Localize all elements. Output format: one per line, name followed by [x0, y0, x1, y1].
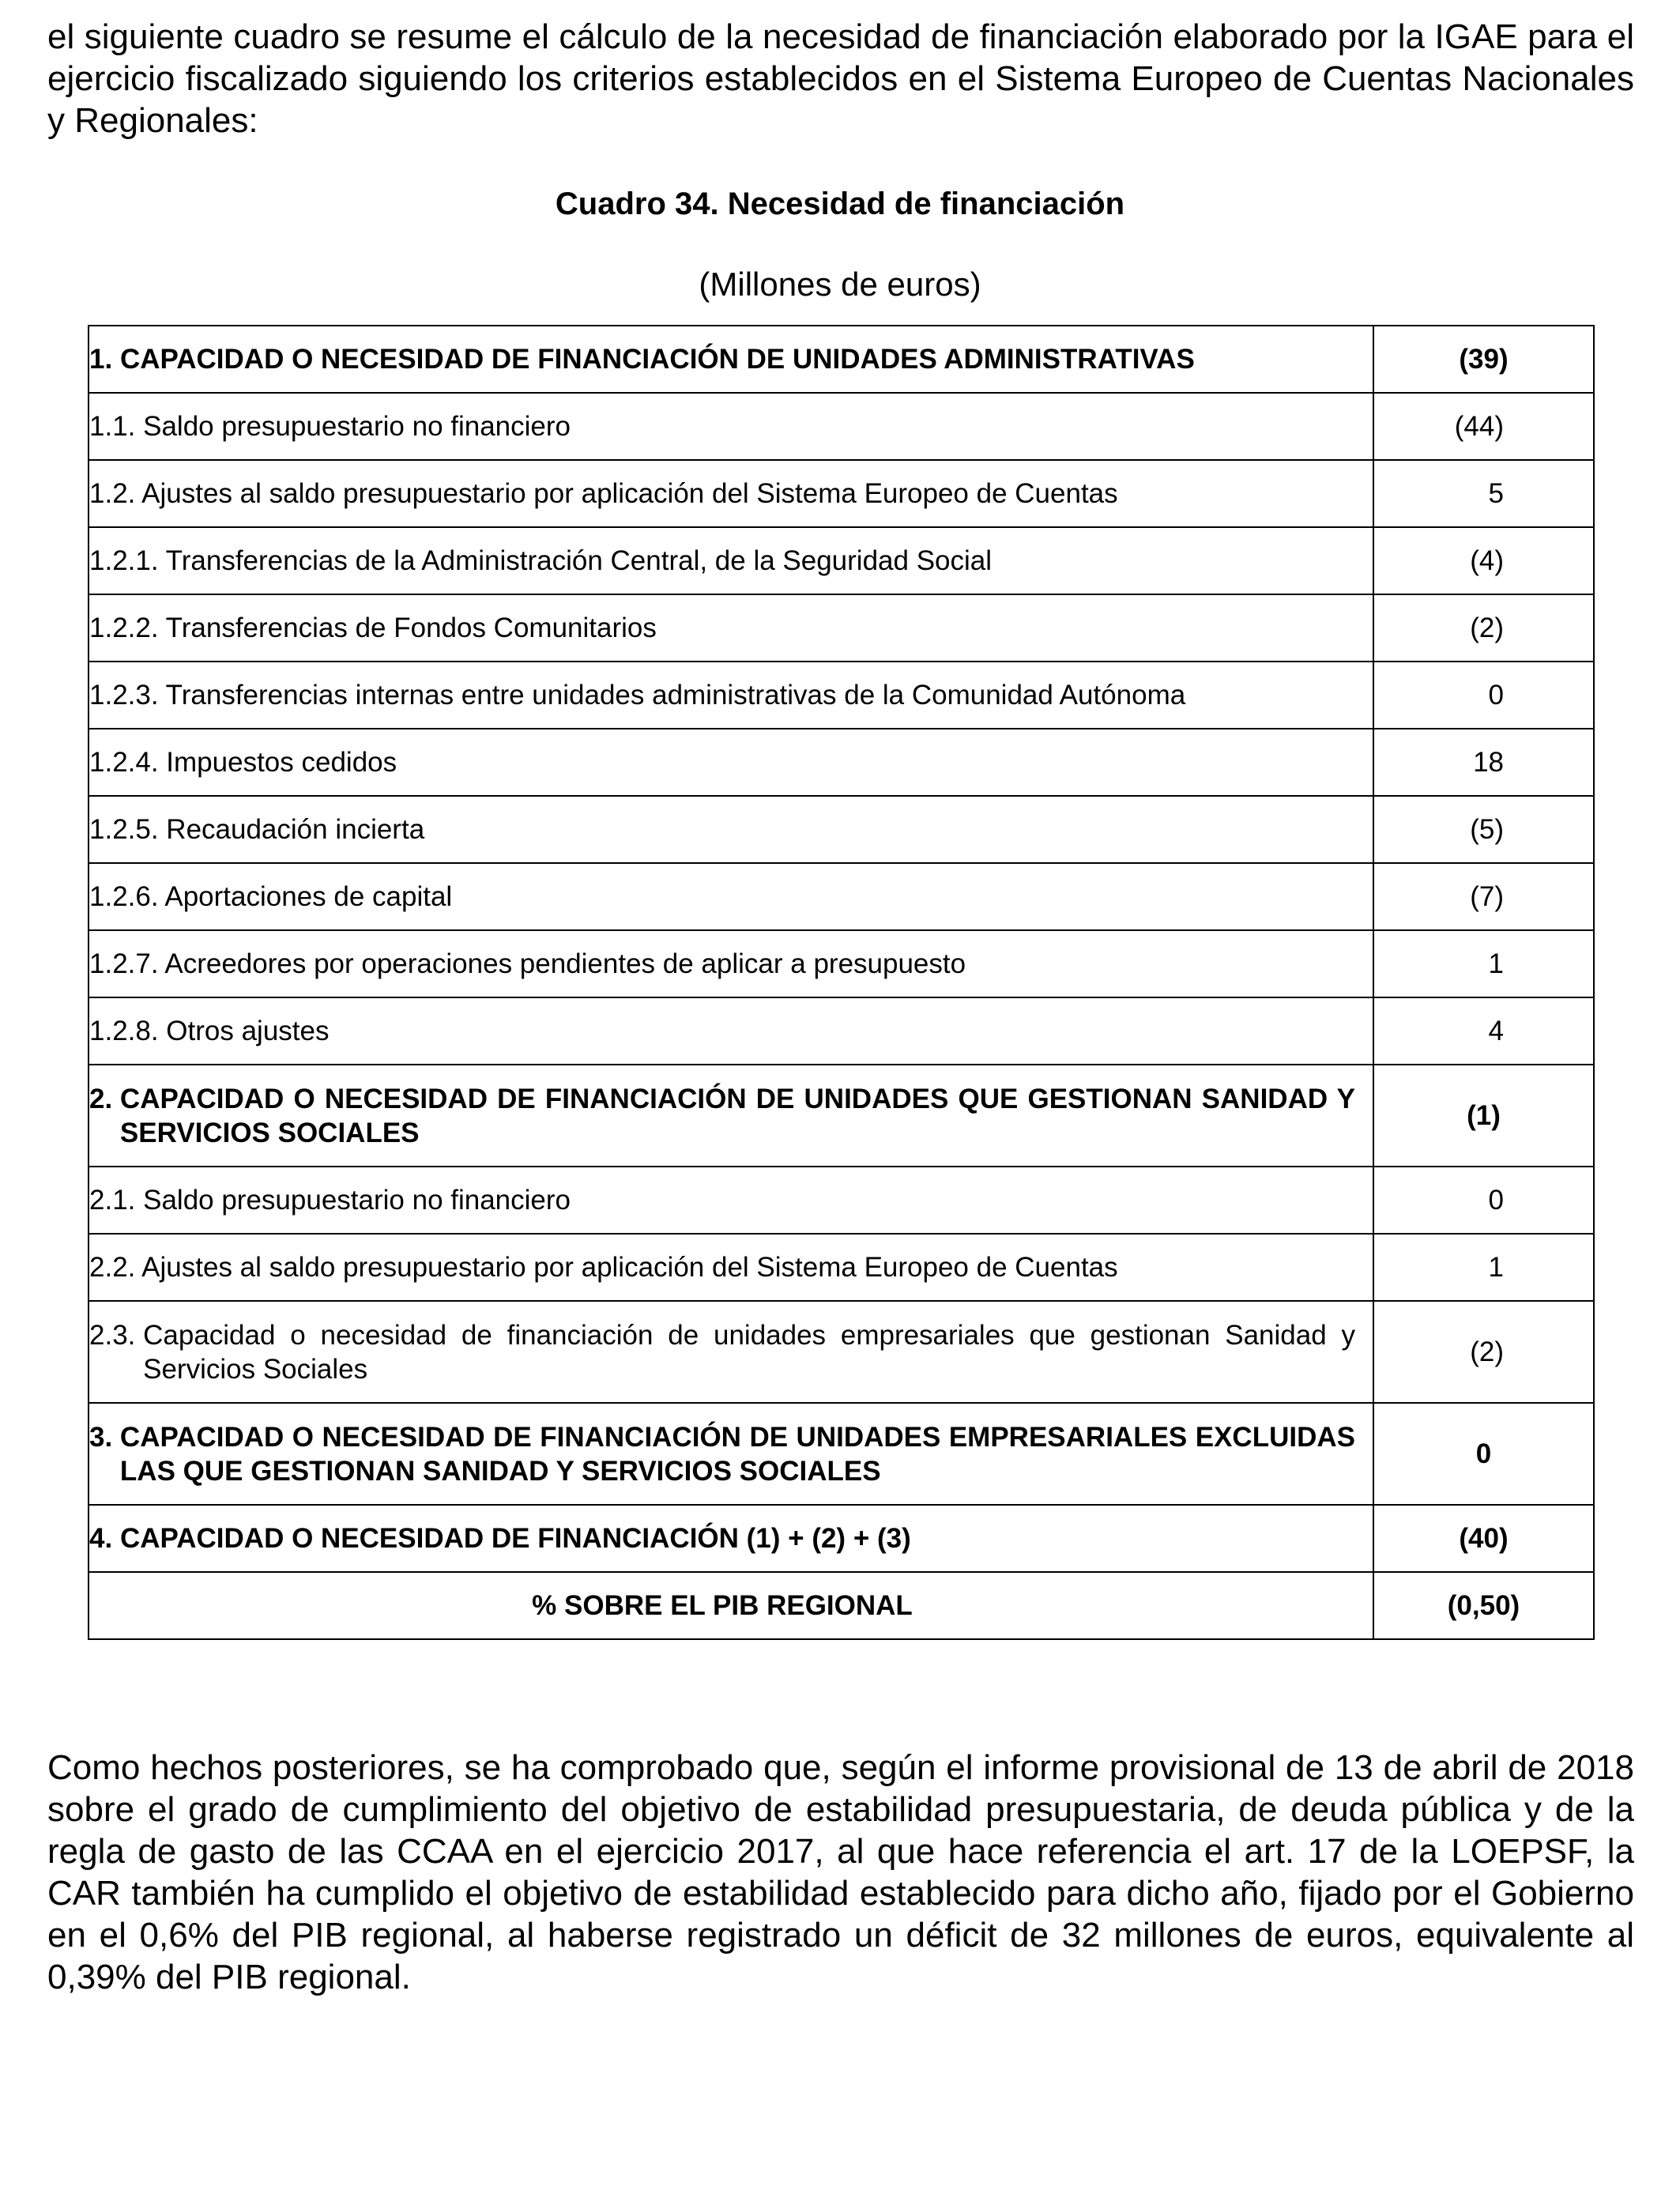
row-label: 1.2.3. Transferencias internas entre unidades administrativas de la Comunidad Autónoma	[89, 662, 1373, 729]
row-value: (40)	[1373, 1505, 1594, 1572]
row-label: 2.1. Saldo presupuestario no financiero	[89, 1167, 1373, 1234]
table-row	[89, 796, 1594, 863]
row-value: 1	[1373, 930, 1594, 997]
row-number: 4.	[89, 1522, 113, 1554]
financing-table	[88, 325, 1595, 1640]
table-row	[89, 1403, 1594, 1505]
row-value: 1	[1373, 1234, 1594, 1301]
row-value: (1)	[1373, 1065, 1594, 1167]
table-row	[89, 393, 1594, 460]
table-row	[89, 729, 1594, 796]
table-units: (Millones de euros)	[699, 266, 981, 303]
row-text: CAPACIDAD O NECESIDAD DE FINANCIACIÓN (1) + (2) + (3)	[119, 1522, 911, 1554]
row-label: 1.2.2. Transferencias de Fondos Comunitarios	[89, 594, 1373, 662]
row-text: Capacidad o necesidad de financiación de unidades empresariales que gestionan Sanidad y Servicios Sociales	[143, 1319, 1355, 1385]
row-label	[89, 1301, 1373, 1403]
table-row	[89, 594, 1594, 662]
table-row	[89, 1234, 1594, 1301]
row-text: CAPACIDAD O NECESIDAD DE FINANCIACIÓN DE UNIDADES QUE GESTIONAN SANIDAD Y SERVICIOS SOCIALES	[119, 1083, 1355, 1148]
table-row	[89, 1301, 1594, 1403]
row-label: 1.1. Saldo presupuestario no financiero	[89, 393, 1373, 460]
row-value: 5	[1373, 460, 1594, 527]
table-row	[89, 1065, 1594, 1167]
row-number: 2.3.	[89, 1319, 144, 1351]
row-number: 1.	[89, 343, 113, 375]
row-label: 1.2.8. Otros ajustes	[89, 997, 1373, 1065]
row-label	[89, 1065, 1373, 1167]
row-label	[89, 1505, 1373, 1572]
table-row	[89, 930, 1594, 997]
row-value: (7)	[1373, 863, 1594, 930]
row-value: (0,50)	[1373, 1572, 1594, 1639]
after-paragraph: Como hechos posteriores, se ha comprobado que, según el informe provisional de 13 de abril de 2018 sobre el grado de cumplimiento del objetivo de estabilidad presupuestaria, de deuda pública y de la regla de gasto de las CCAA en el ejercicio 2017, al que hace referencia el art. 17 de la LOEPSF, la CAR también ha cumplido el objetivo de estabilidad establecido para dicho año, fijado por el Gobierno en el 0,6% del PIB regional, al haberse registrado un déficit de 32 millones de euros, equivalente al 0,39% del PIB regional.	[47, 1748, 1634, 1996]
table-row	[89, 997, 1594, 1065]
row-value: 0	[1373, 1167, 1594, 1234]
row-label: 1.2.5. Recaudación incierta	[89, 796, 1373, 863]
row-label: % SOBRE EL PIB REGIONAL	[89, 1572, 1373, 1639]
row-value: (4)	[1373, 527, 1594, 594]
row-label: 1.2.7. Acreedores por operaciones pendientes de aplicar a presupuesto	[89, 930, 1373, 997]
row-label: 1.2. Ajustes al saldo presupuestario por aplicación del Sistema Europeo de Cuentas	[89, 460, 1373, 527]
intro-paragraph: el siguiente cuadro se resume el cálculo de la necesidad de financiación elaborado por la IGAE para el ejercicio fiscalizado siguiendo los criterios establecidos en el Sistema Europeo de Cuentas Nacionales y Regionales:	[47, 17, 1634, 140]
row-label: 2.2. Ajustes al saldo presupuestario por aplicación del Sistema Europeo de Cuentas	[89, 1234, 1373, 1301]
row-value: 0	[1373, 662, 1594, 729]
row-label	[89, 326, 1373, 393]
row-number: 2.	[89, 1083, 120, 1114]
table-row	[89, 863, 1594, 930]
row-text: CAPACIDAD O NECESIDAD DE FINANCIACIÓN DE UNIDADES ADMINISTRATIVAS	[119, 343, 1195, 375]
row-label	[89, 1403, 1373, 1505]
row-value: (44)	[1373, 393, 1594, 460]
table-row	[89, 1505, 1594, 1572]
row-label: 1.2.4. Impuestos cedidos	[89, 729, 1373, 796]
row-value: (39)	[1373, 326, 1594, 393]
table-row	[89, 662, 1594, 729]
row-number: 3.	[89, 1421, 120, 1453]
table-row	[89, 1572, 1594, 1639]
row-label: 1.2.6. Aportaciones de capital	[89, 863, 1373, 930]
row-value: (2)	[1373, 1301, 1594, 1403]
table-title: Cuadro 34. Necesidad de financiación	[555, 187, 1125, 221]
table-row	[89, 1167, 1594, 1234]
row-value: 0	[1373, 1403, 1594, 1505]
row-label: 1.2.1. Transferencias de la Administración Central, de la Seguridad Social	[89, 527, 1373, 594]
row-text: CAPACIDAD O NECESIDAD DE FINANCIACIÓN DE UNIDADES EMPRESARIALES EXCLUIDAS LAS QUE GESTIONAN SANIDAD Y SERVICIOS SOCIALES	[119, 1421, 1355, 1487]
row-value: (2)	[1373, 594, 1594, 662]
table-row	[89, 527, 1594, 594]
row-value: 18	[1373, 729, 1594, 796]
table-row	[89, 460, 1594, 527]
row-value: 4	[1373, 997, 1594, 1065]
row-value: (5)	[1373, 796, 1594, 863]
table-row	[89, 326, 1594, 393]
